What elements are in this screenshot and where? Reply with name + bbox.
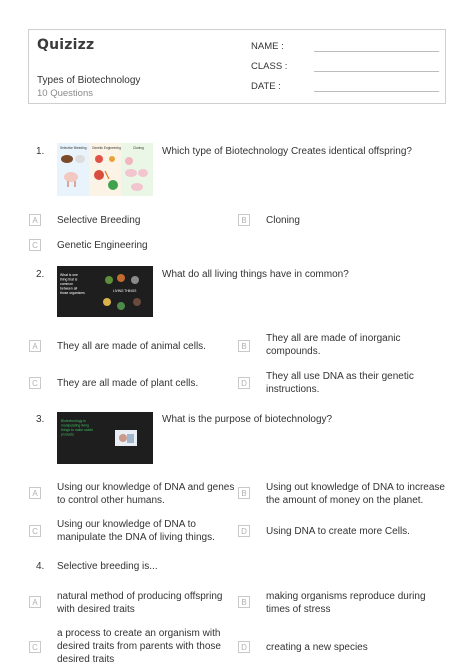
q3-option-d[interactable]: Using DNA to create more Cells.	[266, 526, 410, 537]
question-4-text: Selective breeding is...	[57, 561, 158, 572]
q2-img-caption: What is one thing that is common between all those organisms	[60, 273, 85, 295]
q3-option-a-letter[interactable]: A	[29, 487, 41, 499]
q1-option-c[interactable]: Genetic Engineering	[57, 240, 148, 251]
question-count: 10 Questions	[37, 88, 93, 99]
name-label: NAME :	[251, 41, 284, 52]
img-label-genetic: Genetic Engineering	[92, 146, 121, 150]
q1-option-b-letter[interactable]: B	[238, 214, 250, 226]
quizizz-logo: Quizizz	[37, 37, 95, 53]
q4-option-b[interactable]: making organisms reproduce during times of stress	[266, 591, 426, 615]
date-field[interactable]	[314, 91, 439, 92]
question-2-image	[57, 266, 153, 317]
question-4-number: 4.	[36, 561, 45, 572]
date-label: DATE :	[251, 81, 281, 92]
question-1-image	[57, 143, 153, 196]
img-label-cloning: Cloning	[133, 146, 144, 150]
q2-option-c-letter[interactable]: C	[29, 377, 41, 389]
q3-option-c[interactable]: Using our knowledge of DNA to manipulate the DNA of living things.	[57, 519, 215, 543]
q3-option-c-letter[interactable]: C	[29, 525, 41, 537]
q1-option-a-letter[interactable]: A	[29, 214, 41, 226]
biotech-types-illustration	[57, 143, 153, 196]
q4-option-b-letter[interactable]: B	[238, 596, 250, 608]
q4-option-c[interactable]: a process to create an organism with desired traits from parents with those desired traits	[57, 628, 221, 665]
q2-option-a-letter[interactable]: A	[29, 340, 41, 352]
worksheet-header	[28, 29, 446, 104]
q4-option-a[interactable]: natural method of producing offspring with desired traits	[57, 591, 223, 615]
q3-option-b[interactable]: Using out knowledge of DNA to increase the amount of money on the planet.	[266, 482, 445, 506]
q2-option-a[interactable]: They all are made of animal cells.	[57, 341, 206, 352]
q1-option-c-letter[interactable]: C	[29, 239, 41, 251]
q1-option-b[interactable]: Cloning	[266, 215, 300, 226]
q3-option-d-letter[interactable]: D	[238, 525, 250, 537]
q3-option-b-letter[interactable]: B	[238, 487, 250, 499]
q4-option-c-letter[interactable]: C	[29, 641, 41, 653]
question-1-text: Which type of Biotechnology Creates identical offspring?	[162, 146, 412, 157]
worksheet-title: Types of Biotechnology	[37, 75, 141, 86]
q4-option-a-letter[interactable]: A	[29, 596, 41, 608]
question-1-number: 1.	[36, 146, 45, 157]
q4-option-d-letter[interactable]: D	[238, 641, 250, 653]
q2-option-b-letter[interactable]: B	[238, 340, 250, 352]
q2-img-center-label: LIVING THINGS	[113, 289, 137, 293]
q4-option-d[interactable]: creating a new species	[266, 642, 368, 653]
class-field[interactable]	[314, 71, 439, 72]
question-2-text: What do all living things have in common?	[162, 269, 349, 280]
question-2-number: 2.	[36, 269, 45, 280]
name-field[interactable]	[314, 51, 439, 52]
q3-img-caption: Biotechnology is manipulating living things to make useful products	[61, 419, 94, 437]
q2-option-d[interactable]: They all use DNA as their genetic instructions.	[266, 371, 414, 395]
biotech-definition-illustration	[57, 412, 153, 464]
q3-option-a[interactable]: Using our knowledge of DNA and genes to control other humans.	[57, 482, 235, 506]
living-things-illustration	[57, 266, 153, 317]
img-label-selective: Selective Breeding	[60, 146, 87, 150]
question-3-number: 3.	[36, 414, 45, 425]
q2-option-d-letter[interactable]: D	[238, 377, 250, 389]
question-3-image	[57, 412, 153, 464]
q2-option-b[interactable]: They all are made of inorganic compounds.	[266, 333, 401, 357]
question-3-text: What is the purpose of biotechnology?	[162, 414, 333, 425]
q2-option-c[interactable]: They are all made of plant cells.	[57, 378, 199, 389]
class-label: CLASS :	[251, 61, 288, 72]
q1-option-a[interactable]: Selective Breeding	[57, 215, 141, 226]
